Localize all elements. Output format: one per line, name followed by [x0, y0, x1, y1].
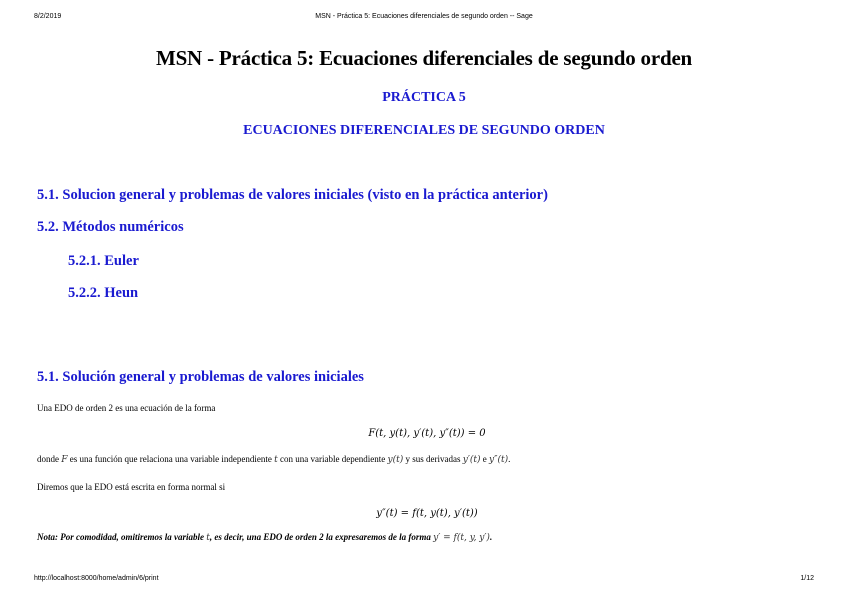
section-heading: 5.1. Solución general y problemas de valores iniciales	[37, 369, 364, 385]
equation-normal-form: y″(t) = f(t, y(t), y′(t))	[376, 508, 478, 519]
toc-link-5-2-2[interactable]: 5.2.2. Heun	[68, 285, 139, 301]
text-fragment: , es decir, una EDO de orden 2 la expresaremos de la forma	[209, 532, 434, 542]
footer-url: http://localhost:8000/home/admin/6/print	[34, 575, 159, 582]
math-inline: t	[274, 455, 278, 465]
text-fragment: .	[489, 532, 493, 542]
math-inline: y(t)	[387, 455, 404, 465]
toc-link-5-2-1[interactable]: 5.2.1. Euler	[68, 253, 139, 269]
math-inline: y′(t)	[462, 455, 481, 465]
paragraph-definition: Una EDO de orden 2 es una ecuación de la forma	[37, 403, 216, 413]
page-title: MSN - Práctica 5: Ecuaciones diferenciales de segundo orden	[155, 46, 693, 70]
text-fragment: es una función que relaciona una variable independiente	[67, 454, 275, 464]
equation-general-form: F(t, y(t), y′(t), y″(t)) = 0	[368, 428, 486, 439]
math-inline: F	[61, 455, 68, 465]
text-fragment: Nota: Por comodidad, omitiremos la variable	[37, 532, 207, 542]
note-paragraph	[37, 532, 492, 543]
footer-page-number: 1/12	[800, 575, 814, 582]
text-fragment: e	[480, 454, 490, 464]
toc-link-5-1[interactable]: 5.1. Solucion general y problemas de valores iniciales (visto en la práctica anterior)	[37, 187, 548, 203]
math-inline: y″(t)	[489, 455, 509, 465]
text-fragment: donde	[37, 454, 62, 464]
practice-topic-heading: ECUACIONES DIFERENCIALES DE SEGUNDO ORDEN	[243, 123, 605, 138]
math-inline: t	[206, 533, 210, 543]
header-date: 8/2/2019	[34, 13, 62, 20]
paragraph-normal-form: Diremos que la EDO está escrita en forma normal si	[37, 482, 226, 492]
toc-link-5-2[interactable]: 5.2. Métodos numéricos	[37, 219, 184, 235]
text-fragment: con una variable dependiente	[277, 454, 388, 464]
math-inline: y′ = f(t, y, y′)	[433, 533, 490, 543]
practice-number-heading: PRÁCTICA 5	[382, 90, 466, 105]
header-title: MSN - Práctica 5: Ecuaciones diferenciales de segundo orden -- Sage	[315, 13, 533, 20]
text-fragment: y sus derivadas	[403, 454, 463, 464]
text-fragment: .	[508, 454, 511, 464]
paragraph-explanation	[37, 454, 510, 465]
